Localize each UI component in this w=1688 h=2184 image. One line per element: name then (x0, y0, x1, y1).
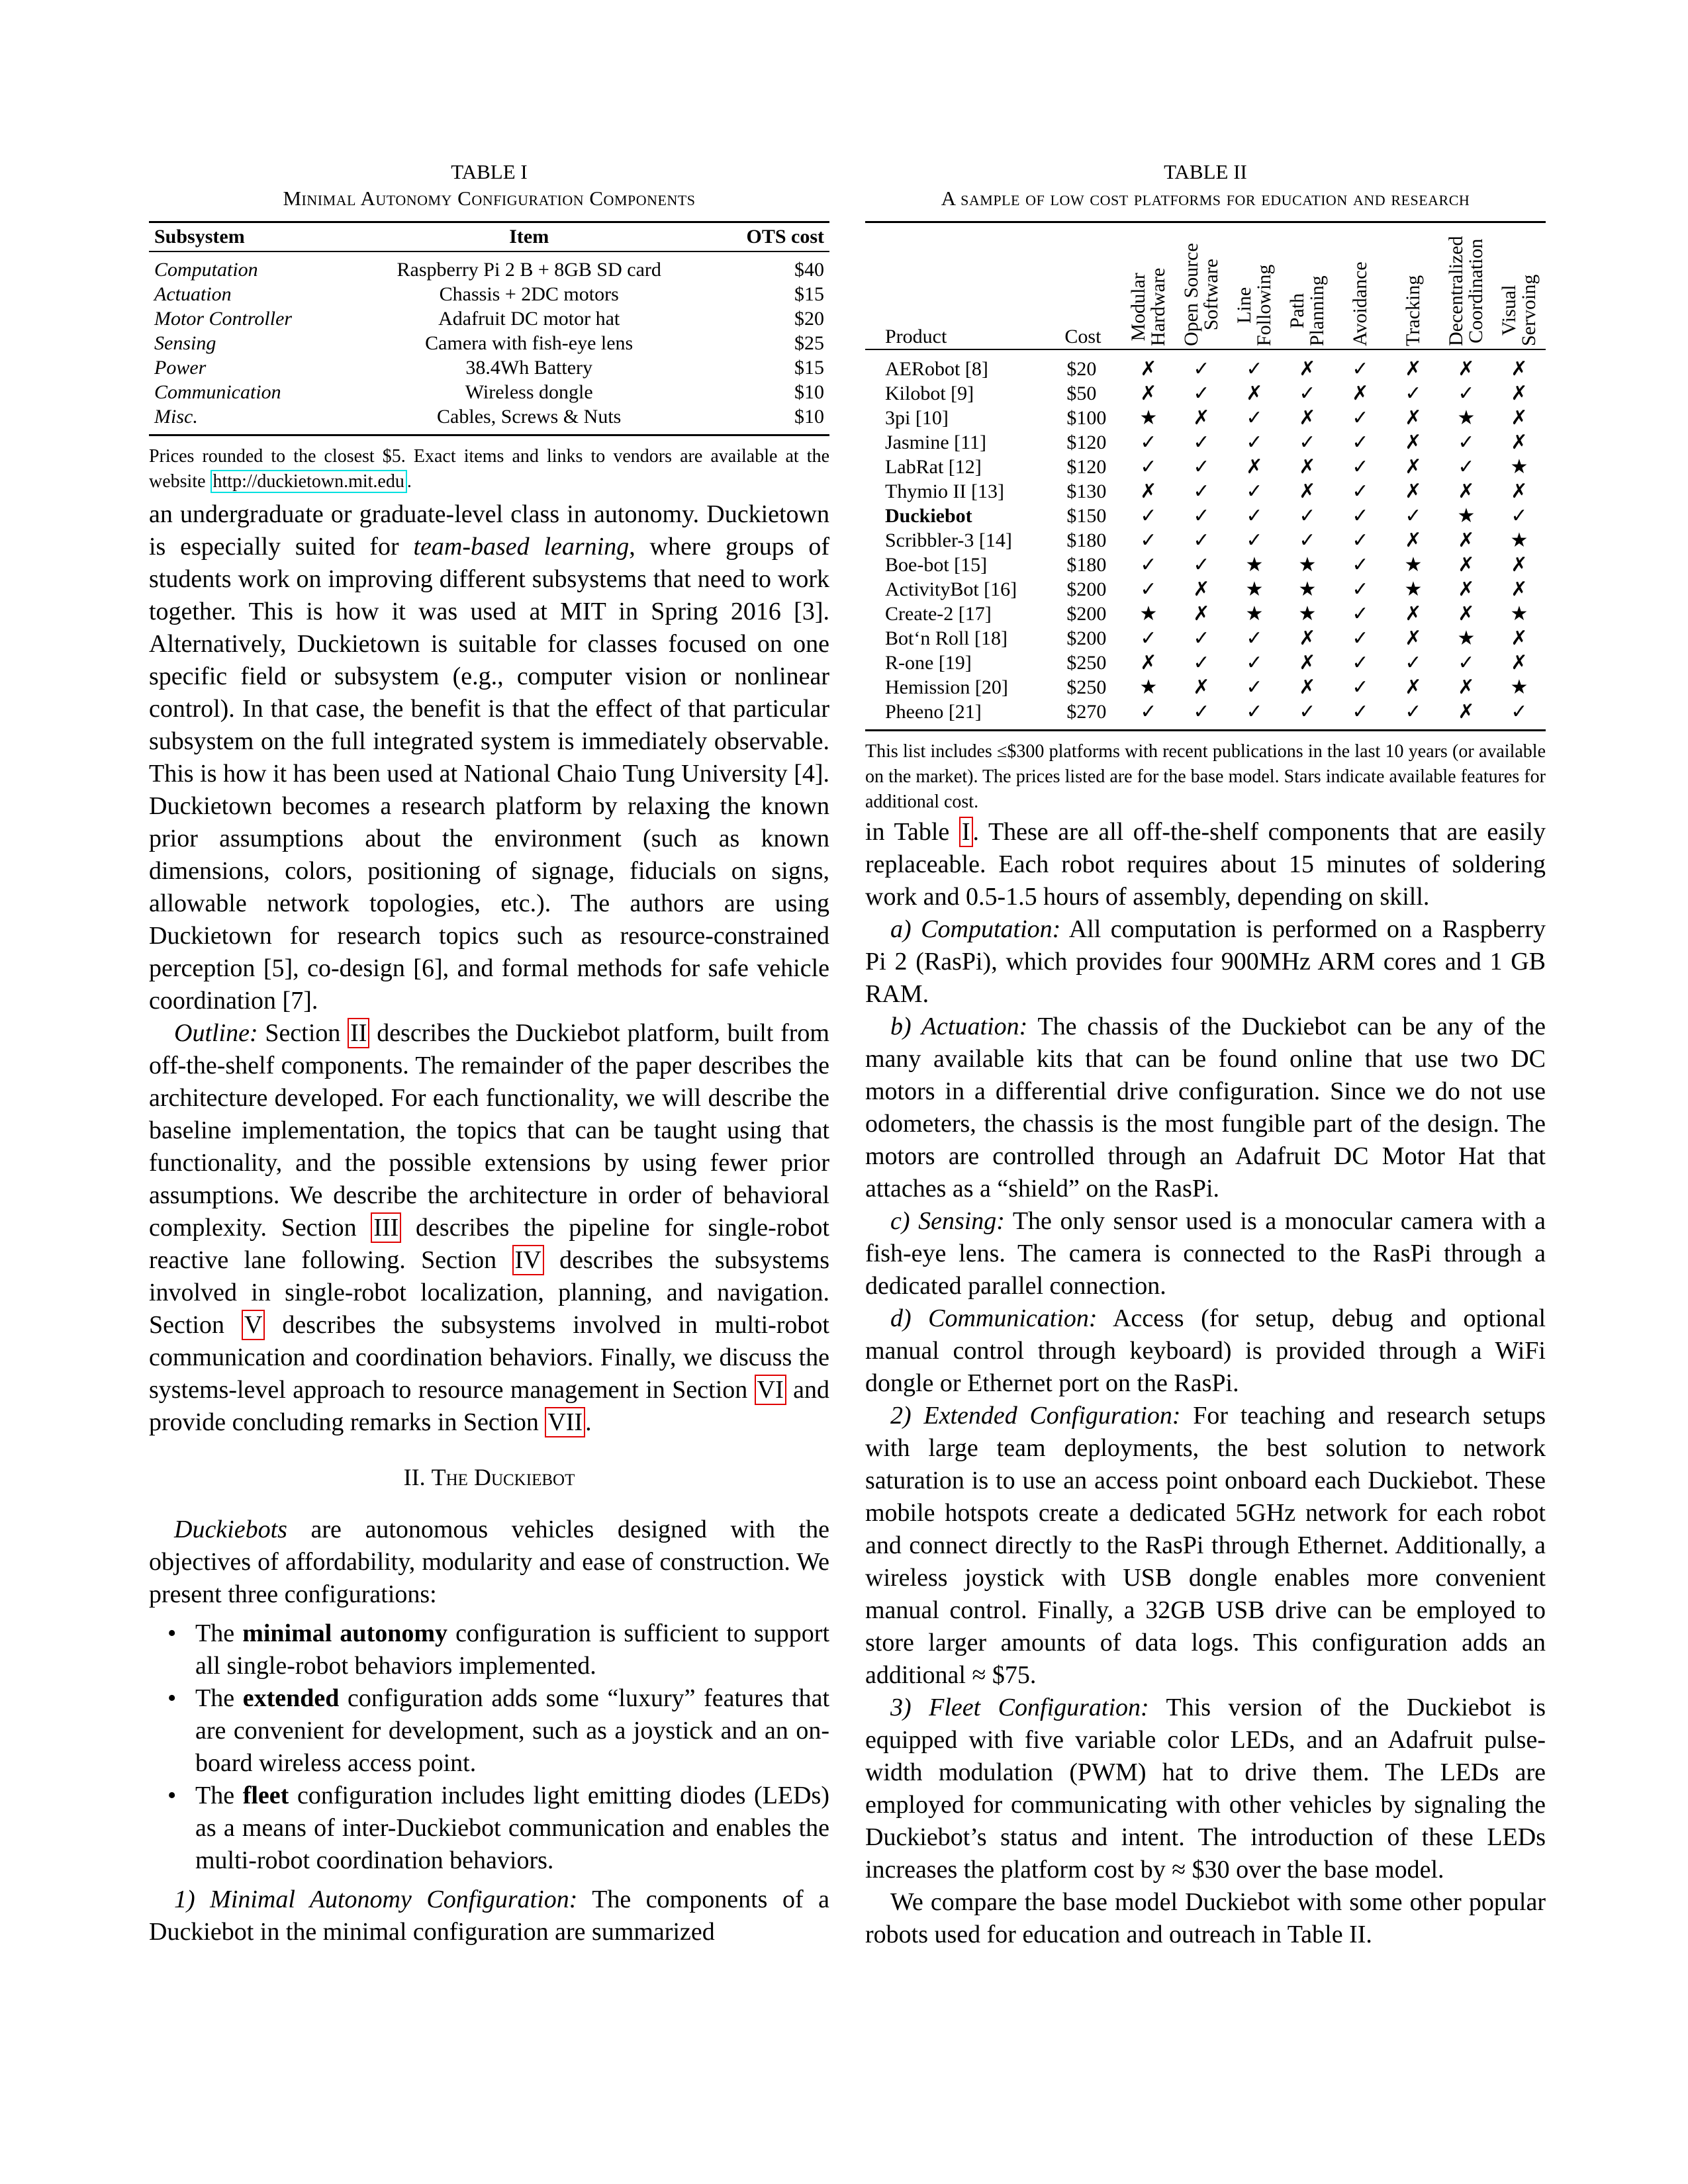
section-title: The Duckiebot (431, 1464, 575, 1490)
table1 (149, 221, 829, 436)
table-row (149, 331, 829, 355)
feature-mark: ✓ (1299, 432, 1316, 453)
product-cost: $250 (1066, 676, 1107, 698)
table2-feature-header (1387, 222, 1440, 350)
feature-mark: ✗ (1405, 407, 1422, 429)
feature-mark: ★ (1245, 603, 1264, 625)
feature-mark: ★ (1245, 578, 1264, 600)
table1-cell-cost: $15 (794, 283, 824, 305)
product-cost: $200 (1066, 627, 1107, 649)
table2-feature-header (1493, 222, 1546, 350)
duckiebots-term: Duckiebots (174, 1516, 287, 1543)
feature-mark: ✗ (1511, 554, 1528, 576)
paragraph-actuation (865, 1011, 1546, 1205)
product-name: AERobot [8] (885, 358, 988, 380)
feature-mark: ✗ (1405, 456, 1422, 478)
feature-mark: ✗ (1299, 407, 1316, 429)
feature-mark: ✗ (1458, 358, 1475, 380)
product-cost: $200 (1066, 603, 1107, 625)
feature-mark: ✓ (1299, 383, 1316, 404)
table1-cell-subsystem: Communication (154, 381, 281, 403)
feature-mark: ✓ (1352, 456, 1369, 478)
feature-mark: ✗ (1140, 480, 1157, 502)
ref-section-IV[interactable]: IV (512, 1245, 544, 1275)
feature-mark: ✓ (1352, 529, 1369, 551)
outline-text: describes the Duckiebot platform, built from off-the-shelf components. The remainder of the paper describes the architecture developed. For each functionality, we will describe the baseline implementation, the topics that can be taught using that functionality, and the possible extensions by using fewer prior assumptions. We describe the architecture in order of behavioral complexity. Section (149, 1019, 829, 1242)
outline-label: Outline: (174, 1019, 258, 1047)
feature-mark: ✓ (1140, 505, 1157, 527)
table1-note-end: . (406, 471, 412, 492)
table1-cell-item: Chassis + 2DC motors (439, 283, 619, 305)
bullet-pre: The (195, 1619, 243, 1647)
table-row (149, 282, 829, 306)
feature-mark: ✓ (1511, 701, 1528, 723)
feature-mark: ✓ (1193, 529, 1210, 551)
computation-text: All computation is performed on a Raspberry Pi 2 (RasPi), which provides four 900MHz ARM cores and 1 GB RAM. (865, 915, 1546, 1008)
table1-cell-subsystem: Power (154, 357, 207, 379)
feature-mark: ✗ (1405, 432, 1422, 453)
left-body (149, 498, 829, 1948)
feature-mark: ✓ (1352, 554, 1369, 576)
feature-mark: ✓ (1140, 432, 1157, 453)
feature-mark: ✓ (1352, 505, 1369, 527)
product-cost: $100 (1066, 407, 1107, 429)
table-row (865, 675, 1546, 700)
product-cost: $150 (1066, 505, 1107, 527)
table-row (149, 380, 829, 404)
outline-text: describes the subsystems involved in single-robot localization, planning, and navigation. Section (149, 1246, 830, 1339)
feature-mark: ✓ (1299, 505, 1316, 527)
table2-caption (865, 159, 1546, 212)
feature-mark: ✓ (1193, 432, 1210, 453)
table-row (865, 602, 1546, 626)
bullet-text: configuration is sufficient to support all single-robot behaviors implemented. (195, 1619, 830, 1680)
product-name: Hemission [20] (885, 676, 1008, 698)
feature-header-label: Tracking (1402, 275, 1424, 346)
table1-cell-subsystem: Misc. (154, 406, 198, 428)
table1-cell-cost: $40 (794, 259, 824, 281)
ref-section-V[interactable]: V (242, 1310, 265, 1340)
feature-mark: ✗ (1458, 529, 1475, 551)
feature-mark: ✗ (1511, 578, 1528, 600)
feature-mark: ✓ (1193, 456, 1210, 478)
fleet-text: This version of the Duckiebot is equipped with five variable color LEDs, and an Adafruit pulse-width modulation (PWM) hat to drive them. The LEDs are employed for communicating with other vehicles by signaling the Duckiebot’s status and intent. The introduction of these LEDs increases the platform cost by ≈ $30 over the base model. (865, 1694, 1546, 1884)
feature-mark: ✓ (1140, 529, 1157, 551)
table1-cell-subsystem: Computation (154, 259, 258, 281)
bullet-pre: The (195, 1684, 243, 1712)
feature-mark: ✗ (1511, 480, 1528, 502)
product-cost: $180 (1066, 529, 1107, 551)
bullet-term: fleet (242, 1782, 289, 1809)
table2-feature-header (1122, 222, 1175, 350)
feature-mark: ✓ (1246, 432, 1263, 453)
feature-mark: ✗ (1405, 603, 1422, 625)
table2-header-product: Product (865, 222, 1064, 350)
feature-mark: ✓ (1352, 578, 1369, 600)
feature-mark: ✓ (1246, 652, 1263, 674)
feature-mark: ★ (1457, 627, 1476, 649)
outline-text: Section (258, 1019, 348, 1047)
product-name: 3pi [10] (885, 407, 949, 429)
feature-mark: ✗ (1405, 627, 1422, 649)
intro-text-rest: , where groups of students work on improving different subsystems that need to work together. This is how it was used at MIT in Spring 2016 [3]. Alternatively, Duckietown is suitable for classes focused on one specific field or subsystem (e.g., computer vision or nonlinear control). In that case, the benefit is that the effect of that particular subsystem on the full integrated system is immediately observable. This is how it has been used at National Chaio Tung University [4]. Duckietown becomes a research platform by relaxing the known prior assumptions about the environment (such as known dimensions, colors, positioning of signage, fiducials on signs, allowable network topologies, etc.). The authors are using Duckietown for research topics such as resource-constrained perception [5], co-design [6], and formal methods for safe vehicle coordination [7]. (149, 533, 829, 1015)
table1-caption (149, 159, 829, 212)
communication-label: d) Communication: (890, 1304, 1098, 1332)
feature-mark: ✗ (1458, 676, 1475, 698)
product-cost: $120 (1066, 456, 1107, 478)
product-name: Boe-bot [15] (885, 554, 988, 576)
table-row (865, 430, 1546, 455)
product-name: R-one [19] (885, 652, 972, 674)
table-ref-text-rest: . These are all off-the-shelf components that are easily replaceable. Each robot requires about 15 minutes of soldering work and 0.5-1.5 hours of assembly, depending on skill. (865, 818, 1546, 911)
paragraph-table-ref (865, 816, 1546, 913)
feature-mark: ✓ (1352, 432, 1369, 453)
table1-cell-item: Raspberry Pi 2 B + 8GB SD card (397, 259, 661, 281)
sensing-text: The only sensor used is a monocular camera with a fish-eye lens. The camera is connected to the RasPi through a dedicated parallel connection. (865, 1207, 1546, 1300)
ref-table-I[interactable]: I (959, 817, 973, 847)
table1-cell-cost: $15 (794, 357, 824, 379)
table1-title: Minimal Autonomy Configuration Components (283, 187, 696, 210)
feature-mark: ✗ (1193, 676, 1210, 698)
feature-mark: ✓ (1193, 358, 1210, 380)
table-row (865, 479, 1546, 504)
table1-header-item: Item (509, 226, 549, 248)
paragraph-communication (865, 1302, 1546, 1400)
product-cost: $270 (1066, 701, 1107, 723)
table2-feature-header (1334, 222, 1387, 350)
list-item (195, 1682, 829, 1780)
feature-mark: ✗ (1299, 480, 1316, 502)
table1-cell-cost: $10 (794, 381, 824, 403)
subsection-label: 1) Minimal Autonomy Configuration: (174, 1886, 578, 1913)
table1-header-cost: OTS cost (746, 226, 824, 248)
product-name: Thymio II [13] (885, 480, 1004, 502)
actuation-text: The chassis of the Duckiebot can be any of the many available kits that can be found online that use two DC motors in a differential drive configuration. Since we do not use odometers, the chassis is the most fungible part of the design. The motors are controlled through an Adafruit DC Motor Hat that attaches as a “shield” on the RasPi. (865, 1013, 1546, 1203)
feature-mark: ✗ (1511, 432, 1528, 453)
feature-mark: ★ (1139, 603, 1158, 625)
table2-title: A sample of low cost platforms for education and research (941, 187, 1470, 210)
feature-mark: ✓ (1511, 505, 1528, 527)
paragraph-minimal-config (149, 1884, 829, 1948)
communication-text: Access (for setup, debug and optional manual control through keyboard) is provided through a WiFi dongle or Ethernet port on the RasPi. (865, 1304, 1546, 1397)
table-row (865, 577, 1546, 602)
feature-mark: ✓ (1246, 529, 1263, 551)
feature-mark: ✓ (1193, 627, 1210, 649)
feature-mark: ✗ (1352, 383, 1369, 404)
feature-mark: ✓ (1193, 383, 1210, 404)
feature-mark: ★ (1510, 676, 1528, 698)
feature-mark: ★ (1404, 578, 1423, 600)
feature-mark: ✓ (1140, 456, 1157, 478)
actuation-label: b) Actuation: (890, 1013, 1028, 1040)
feature-mark: ✗ (1405, 529, 1422, 551)
feature-mark: ✓ (1140, 627, 1157, 649)
table-row (865, 504, 1546, 528)
product-name: Scribbler-3 [14] (885, 529, 1012, 551)
feature-mark: ✓ (1458, 383, 1475, 404)
feature-mark: ✓ (1352, 358, 1369, 380)
extended-label: 2) Extended Configuration: (890, 1402, 1181, 1430)
feature-mark: ✗ (1246, 456, 1263, 478)
table2-number: TABLE II (1164, 160, 1247, 183)
table-row (865, 700, 1546, 731)
table1-cell-cost: $25 (794, 332, 824, 354)
ref-section-VI[interactable]: VI (755, 1375, 786, 1405)
feature-mark: ✓ (1352, 603, 1369, 625)
feature-mark: ★ (1510, 456, 1528, 478)
feature-mark: ✓ (1405, 505, 1422, 527)
table1-note-text: Prices rounded to the closest $5. Exact items and links to vendors are available at the website (149, 446, 829, 492)
paragraph-compare: We compare the base model Duckiebot with some other popular robots used for education and outreach in Table II. (865, 1888, 1546, 1948)
feature-mark: ★ (1139, 407, 1158, 429)
product-cost: $250 (1066, 652, 1107, 674)
paragraph-fleet-config (865, 1692, 1546, 1886)
feature-mark: ★ (1298, 603, 1317, 625)
feature-mark: ✗ (1511, 627, 1528, 649)
table-row (149, 404, 829, 435)
table-row (149, 355, 829, 380)
feature-mark: ✓ (1352, 480, 1369, 502)
product-name: LabRat [12] (885, 456, 982, 478)
feature-mark: ✓ (1352, 652, 1369, 674)
paragraph-sensing (865, 1205, 1546, 1302)
feature-mark: ✗ (1299, 456, 1316, 478)
ref-section-VII[interactable]: VII (545, 1407, 585, 1437)
feature-mark: ✓ (1193, 554, 1210, 576)
product-cost: $20 (1066, 358, 1097, 380)
feature-header-label: Line Following (1233, 264, 1275, 346)
table1-cell-cost: $10 (794, 406, 824, 428)
product-cost: $180 (1066, 554, 1107, 576)
feature-mark: ✓ (1405, 652, 1422, 674)
product-name: Kilobot [9] (885, 383, 974, 404)
feature-header-label: Decentralized Coordination (1445, 236, 1487, 346)
table1-cell-item: Camera with fish-eye lens (425, 332, 633, 354)
feature-mark: ✓ (1458, 652, 1475, 674)
feature-mark: ✗ (1193, 603, 1210, 625)
feature-mark: ✓ (1458, 456, 1475, 478)
table2 (865, 221, 1546, 731)
paragraph-duckiebots (149, 1514, 829, 1611)
feature-mark: ★ (1457, 407, 1476, 429)
table1-body (149, 251, 829, 435)
left-column (149, 159, 829, 1948)
feature-mark: ✗ (1511, 358, 1528, 380)
product-cost: $120 (1066, 432, 1107, 453)
feature-mark: ✓ (1246, 358, 1263, 380)
feature-mark: ✗ (1299, 627, 1316, 649)
website-link[interactable]: http://duckietown.mit.edu (211, 470, 407, 493)
feature-mark: ✓ (1246, 627, 1263, 649)
bullet-text: configuration includes light emitting diodes (LEDs) as a means of inter-Duckiebot communication and enables the multi-robot coordination behaviors. (195, 1782, 829, 1874)
product-cost: $130 (1066, 480, 1107, 502)
feature-mark: ✓ (1246, 505, 1263, 527)
feature-mark: ✗ (1511, 407, 1528, 429)
feature-mark: ✓ (1352, 627, 1369, 649)
table-row (149, 251, 829, 282)
feature-mark: ✗ (1299, 652, 1316, 674)
table-row (865, 553, 1546, 577)
paragraph-outline (149, 1017, 829, 1439)
intro-text: an undergraduate or graduate-level class in autonomy. Duckietown is especially suited for (149, 500, 829, 561)
table1-header-subsystem: Subsystem (154, 226, 245, 248)
feature-mark: ✓ (1193, 652, 1210, 674)
feature-mark: ✗ (1193, 407, 1210, 429)
feature-header-label: Avoidance (1349, 261, 1371, 346)
table2-header-cost: Cost (1064, 222, 1122, 350)
feature-mark: ✗ (1458, 603, 1475, 625)
table1-cell-item: Adafruit DC motor hat (438, 308, 620, 330)
table1-cell-subsystem: Actuation (154, 283, 232, 305)
table1-cell-item: Wireless dongle (465, 381, 593, 403)
ref-section-III[interactable]: III (371, 1212, 401, 1243)
feature-mark: ★ (1245, 554, 1264, 576)
feature-mark: ✓ (1246, 676, 1263, 698)
feature-header-label: Path Planning (1286, 275, 1328, 346)
right-body (865, 816, 1546, 1951)
table2-feature-header (1281, 222, 1334, 350)
feature-mark: ✗ (1511, 383, 1528, 404)
feature-mark: ★ (1139, 676, 1158, 698)
feature-mark: ✗ (1458, 701, 1475, 723)
feature-mark: ✓ (1352, 407, 1369, 429)
computation-label: a) Computation: (890, 915, 1061, 943)
feature-mark: ✓ (1405, 383, 1422, 404)
feature-mark: ✗ (1511, 652, 1528, 674)
feature-mark: ✓ (1140, 578, 1157, 600)
feature-mark: ✓ (1299, 529, 1316, 551)
table2-feature-header (1228, 222, 1281, 350)
feature-mark: ✓ (1193, 505, 1210, 527)
table1-cell-item: Cables, Screws & Nuts (437, 406, 622, 428)
feature-mark: ✗ (1458, 554, 1475, 576)
outline-text: describes the subsystems involved in multi-robot communication and coordination behaviors. Finally, we discuss the systems-level approach to resource management in Section (149, 1311, 829, 1404)
feature-mark: ✗ (1193, 578, 1210, 600)
feature-mark: ✓ (1246, 480, 1263, 502)
outline-text: describes the pipeline for single-robot reactive lane following. Section (149, 1214, 829, 1274)
paragraph-extended-config (865, 1400, 1546, 1692)
product-cost: $200 (1066, 578, 1107, 600)
feature-mark: ★ (1457, 505, 1476, 527)
feature-mark: ✗ (1405, 480, 1422, 502)
feature-mark: ✓ (1299, 701, 1316, 723)
table1-header-row (149, 222, 829, 252)
table1-cell-subsystem: Motor Controller (154, 308, 293, 330)
table2-body (865, 349, 1546, 731)
ref-section-II[interactable]: II (348, 1018, 369, 1048)
feature-header-label: Modular Hardware (1127, 267, 1169, 346)
table-row (865, 349, 1546, 381)
feature-mark: ✓ (1352, 701, 1369, 723)
bullet-term: extended (242, 1684, 340, 1712)
table-row (865, 528, 1546, 553)
product-cost: $50 (1066, 383, 1097, 404)
table-row (865, 626, 1546, 651)
table-row (865, 455, 1546, 479)
product-name: ActivityBot [16] (885, 578, 1017, 600)
feature-mark: ✓ (1193, 480, 1210, 502)
paragraph-computation (865, 913, 1546, 1011)
configuration-list (149, 1617, 829, 1877)
table-row (149, 306, 829, 331)
intro-emphasis: team-based learning (413, 533, 630, 561)
table1-cell-subsystem: Sensing (154, 332, 216, 354)
feature-mark: ✗ (1140, 383, 1157, 404)
section-number: II. (403, 1464, 426, 1490)
feature-mark: ✗ (1405, 358, 1422, 380)
feature-mark: ✓ (1352, 676, 1369, 698)
feature-mark: ✓ (1458, 432, 1475, 453)
table2-note: This list includes ≤$300 platforms with recent publications in the last 10 years (or available on the market). The prices listed are for the base model. Stars indicate available features for additional cost. (865, 741, 1546, 812)
feature-mark: ✗ (1458, 480, 1475, 502)
feature-mark: ✓ (1246, 407, 1263, 429)
table1-cell-cost: $20 (794, 308, 824, 330)
table-row (865, 651, 1546, 675)
feature-mark: ✓ (1140, 554, 1157, 576)
feature-mark: ★ (1510, 603, 1528, 625)
product-name: Create-2 [17] (885, 603, 992, 625)
feature-mark: ✗ (1458, 578, 1475, 600)
paragraph-intro (149, 498, 829, 1017)
extended-text: For teaching and research setups with large team deployments, the best solution to network saturation is to use an access point onboard each Duckiebot. These mobile hotspots create a dedicated 5GHz network for each robot and connect directly to the RasPi through Ethernet. Additionally, a wireless joystick with USB dongle enables more convenient manual control. Finally, a 32GB USB drive can be employed to store larger amounts of data logs. This configuration adds an additional ≈ $75. (865, 1402, 1546, 1689)
feature-mark: ✓ (1140, 701, 1157, 723)
right-column (865, 159, 1546, 1951)
product-name: Duckiebot (885, 505, 972, 527)
section-heading (149, 1461, 829, 1494)
bullet-text: configuration adds some “luxury” features that are convenient for development, such as a joystick and an on-board wireless access point. (195, 1684, 830, 1777)
table1-cell-item: 38.4Wh Battery (465, 357, 593, 379)
table1-number: TABLE I (451, 160, 528, 183)
table1-note (149, 444, 829, 494)
feature-mark: ✓ (1405, 701, 1422, 723)
subsection-text: The components of a Duckiebot in the minimal configuration are summarized (149, 1886, 829, 1946)
feature-mark: ✗ (1299, 676, 1316, 698)
feature-header-label: Visual Servoing (1498, 274, 1540, 346)
table2-feature-header (1440, 222, 1493, 350)
feature-mark: ✗ (1405, 676, 1422, 698)
feature-header-label: Open Source Software (1180, 243, 1222, 346)
sensing-label: c) Sensing: (890, 1207, 1005, 1235)
feature-mark: ★ (1510, 529, 1528, 551)
feature-mark: ✗ (1140, 652, 1157, 674)
table-ref-text: in Table (865, 818, 959, 846)
product-name: Jasmine [11] (885, 432, 987, 453)
outline-text: . (585, 1408, 592, 1436)
table-row (865, 406, 1546, 430)
feature-mark: ✓ (1246, 701, 1263, 723)
feature-mark: ✗ (1140, 358, 1157, 380)
table2-feature-header (1175, 222, 1228, 350)
list-item (195, 1617, 829, 1682)
feature-mark: ✗ (1299, 358, 1316, 380)
product-name: Bot‘n Roll [18] (885, 627, 1008, 649)
list-item (195, 1780, 829, 1877)
feature-mark: ✓ (1193, 701, 1210, 723)
feature-mark: ★ (1404, 554, 1423, 576)
bullet-term: minimal autonomy (242, 1619, 448, 1647)
table2-header-row (865, 222, 1546, 350)
table-row (865, 381, 1546, 406)
bullet-pre: The (195, 1782, 243, 1809)
feature-mark: ★ (1298, 578, 1317, 600)
feature-mark: ✗ (1246, 383, 1263, 404)
duckiebots-text: are autonomous vehicles designed with the objectives of affordability, modularity and ease of construction. We present three configurations: (149, 1516, 829, 1608)
fleet-label: 3) Fleet Configuration: (890, 1694, 1149, 1721)
product-name: Pheeno [21] (885, 701, 982, 723)
feature-mark: ★ (1298, 554, 1317, 576)
outline-text: and provide concluding remarks in Section (149, 1376, 830, 1436)
